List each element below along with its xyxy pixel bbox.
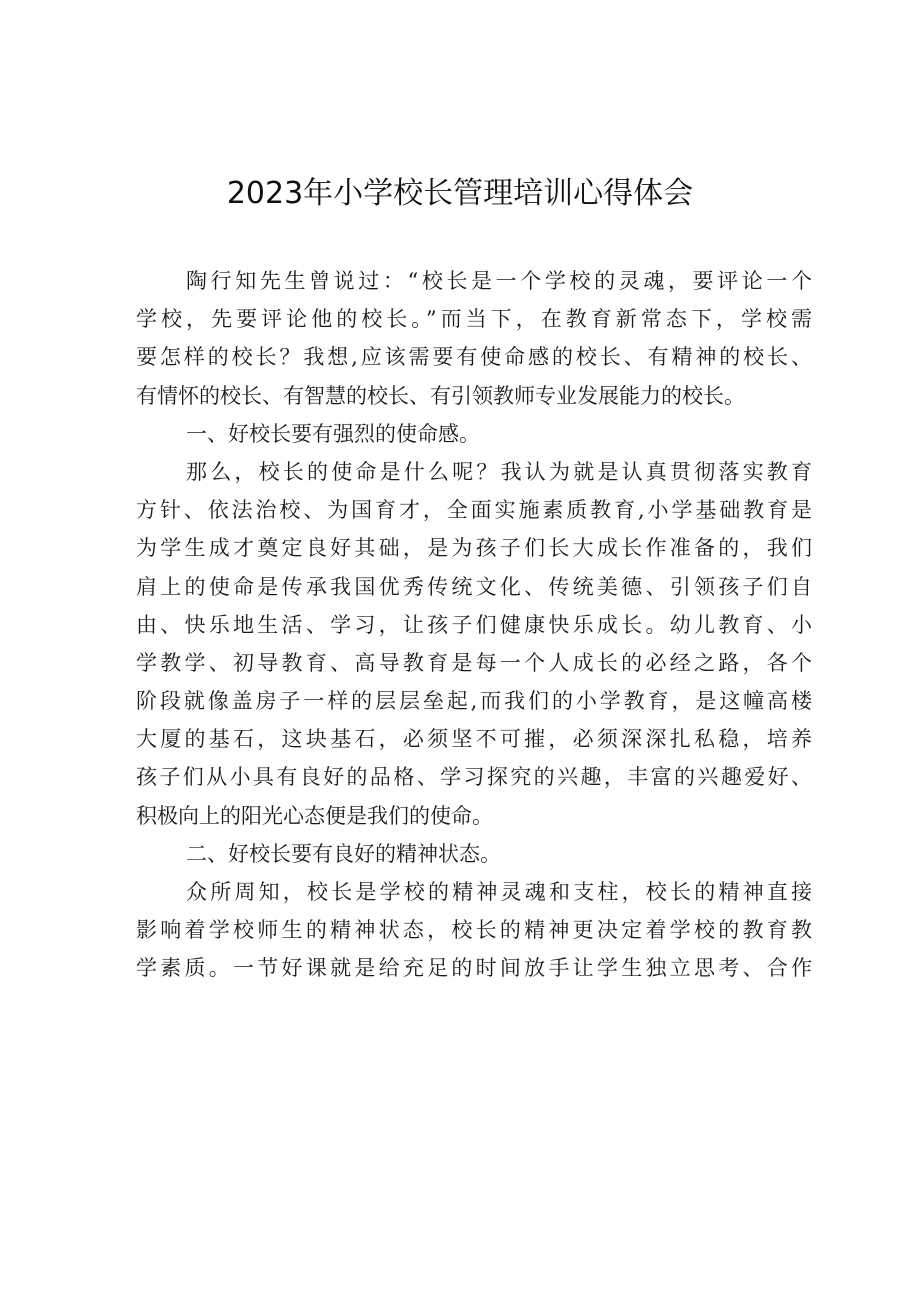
paragraph-line: 为学生成才奠定良好其础，是为孩子们长大成长作准备的，我们 xyxy=(136,536,812,561)
paragraph-line: 阶段就像盖房子一样的层层垒起,而我们的小学教育，是这幢高楼 xyxy=(136,689,812,714)
paragraph-line: 学校，先要评论他的校长。”而当下，在教育新常态下，学校需 xyxy=(136,307,812,332)
paragraph-line: 陶行知先生曾说过：“校长是一个学校的灵魂，要评论一个 xyxy=(186,269,812,293)
paragraph-line: 肩上的使命是传承我国优秀传统文化、传统美德、引领孩子们自 xyxy=(136,574,812,599)
paragraph-line: 由、快乐地生活、学习，让孩子们健康快乐成长。幼儿教育、小 xyxy=(136,612,812,637)
paragraph-line: 孩子们从小具有良好的品格、学习探究的兴趣，丰富的兴趣爱好、 xyxy=(136,765,812,790)
section-heading: 二、好校长要有良好的精神状态。 xyxy=(186,841,501,866)
paragraph-line: 大厦的基石，这块基石，必须坚不可摧，必须深深扎私稳，培养 xyxy=(136,727,812,752)
paragraph-line: 要怎样的校长？我想,应该需要有使命感的校长、有精神的校长、 xyxy=(136,345,812,370)
paragraph-line: 学教学、初导教育、高导教育是每一个人成长的必经之路，各个 xyxy=(136,650,812,675)
section-heading: 一、好校长要有强烈的使命感。 xyxy=(186,421,480,446)
paragraph-line: 影响着学校师生的精神状态，校长的精神更决定着学校的教育教 xyxy=(136,918,812,943)
paragraph-line: 有情怀的校长、有智慧的校长、有引领教师专业发展能力的校长。 xyxy=(136,383,745,408)
document-title: 2023年小学校长管理培训心得体会 xyxy=(226,176,694,211)
paragraph-line: 众所周知，校长是学校的精神灵魂和支柱，校长的精神直接 xyxy=(186,880,812,904)
paragraph-line: 那么，校长的使命是什么呢？我认为就是认真贯彻落实教育 xyxy=(186,459,812,484)
paragraph-line: 积极向上的阳光心态便是我们的使命。 xyxy=(136,803,493,828)
document-body xyxy=(136,262,812,988)
paragraph-line: 方针、依法治校、为国育才，全面实施素质教育,小学基础教育是 xyxy=(136,498,812,523)
paragraph-line: 学素质。一节好课就是给充足的时间放手让学生独立思考、合作 xyxy=(136,956,812,981)
